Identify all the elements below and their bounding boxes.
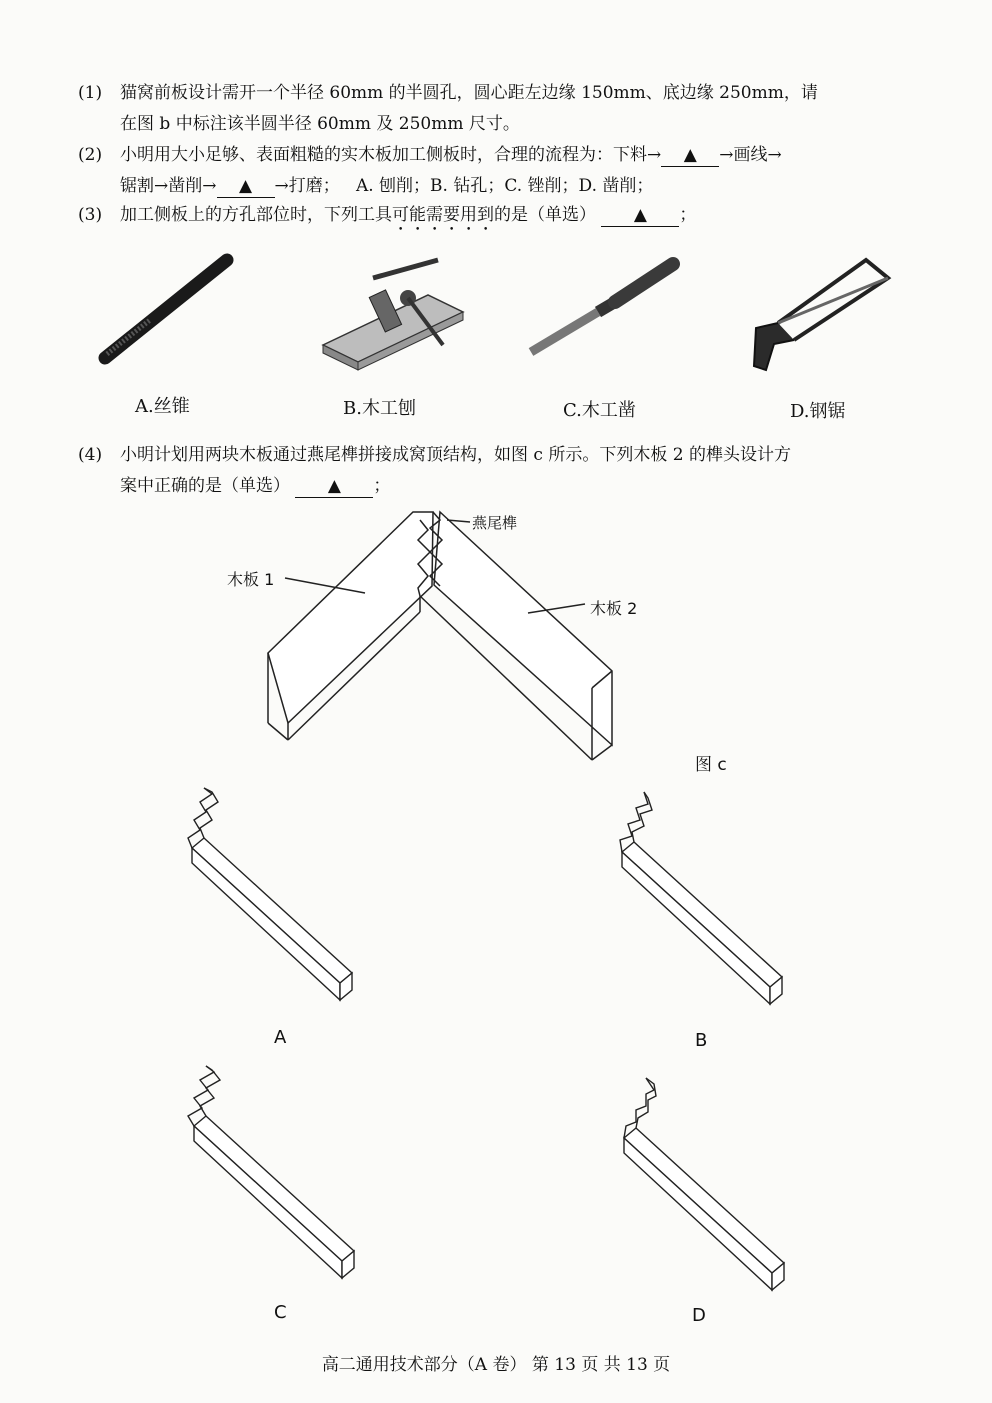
question-number: (2) [78, 145, 103, 165]
label-board-1: 木板 1 [227, 570, 275, 589]
tool-label-a: A.丝锥 [135, 396, 190, 417]
option-a-label[interactable]: A [274, 1027, 287, 1048]
question-4-end: ； [373, 476, 391, 496]
question-4-line1: 小明计划用两块木板通过燕尾榫拼接成窝顶结构，如图 c 所示。下列木板 2 的榫头设计方 [120, 445, 791, 465]
option-a-board [188, 788, 352, 1000]
question-number: (4) [78, 445, 103, 465]
question-2-text-c: 锯割→凿削→ [120, 176, 217, 196]
question-2-text-b: →画线→ [719, 145, 782, 165]
tool-label-b: B.木工刨 [343, 398, 416, 419]
option-b-label[interactable]: B [695, 1030, 708, 1051]
question-1-line2: 在图 b 中标注该半圆半径 60mm 及 250mm 尺寸。 [120, 114, 520, 134]
question-2-text-a: 小明用大小足够、表面粗糙的实木板加工侧板时，合理的流程为：下料→ [120, 145, 662, 165]
answer-blank[interactable]: ▲ [295, 475, 373, 498]
figure-c-caption: 图 c [695, 755, 727, 775]
question-4-text: 案中正确的是（单选） [120, 476, 290, 496]
label-dovetail: 燕尾榫 [472, 514, 518, 532]
tool-label-c: C.木工凿 [563, 400, 636, 421]
page-footer: 高二通用技术部分（A 卷） 第 13 页 共 13 页 [321, 1355, 671, 1375]
option-d-label[interactable]: D [692, 1305, 706, 1326]
question-3-text-a: 加工侧板上的方孔部位时，下列工具 [120, 205, 392, 225]
answer-blank[interactable]: ▲ [217, 175, 275, 198]
question-3-emphasis: 可能需要用到 [392, 205, 494, 225]
answer-blank[interactable]: ▲ [601, 204, 679, 227]
question-number: (1) [78, 83, 103, 103]
question-3-end: ； [679, 205, 697, 225]
tool-label-d: D.钢锯 [790, 401, 846, 422]
label-board-2: 木板 2 [590, 599, 638, 618]
option-c-label[interactable]: C [274, 1302, 287, 1323]
question-1-line1: 猫窝前板设计需开一个半径 60mm 的半圆孔，圆心距左边缘 150mm、底边缘 250mm，请 [120, 83, 818, 103]
answer-blank[interactable]: ▲ [661, 144, 719, 167]
option-c-board [188, 1066, 354, 1278]
question-number: (3) [78, 205, 103, 225]
question-2-text-d: →打磨； [274, 176, 340, 196]
option-d-board [624, 1078, 784, 1290]
question-2-options: A. 刨削；B. 钻孔；C. 锉削；D. 凿削； [355, 176, 654, 196]
question-3-text-b: 的是（单选） [494, 205, 596, 225]
option-b-board [620, 792, 782, 1004]
